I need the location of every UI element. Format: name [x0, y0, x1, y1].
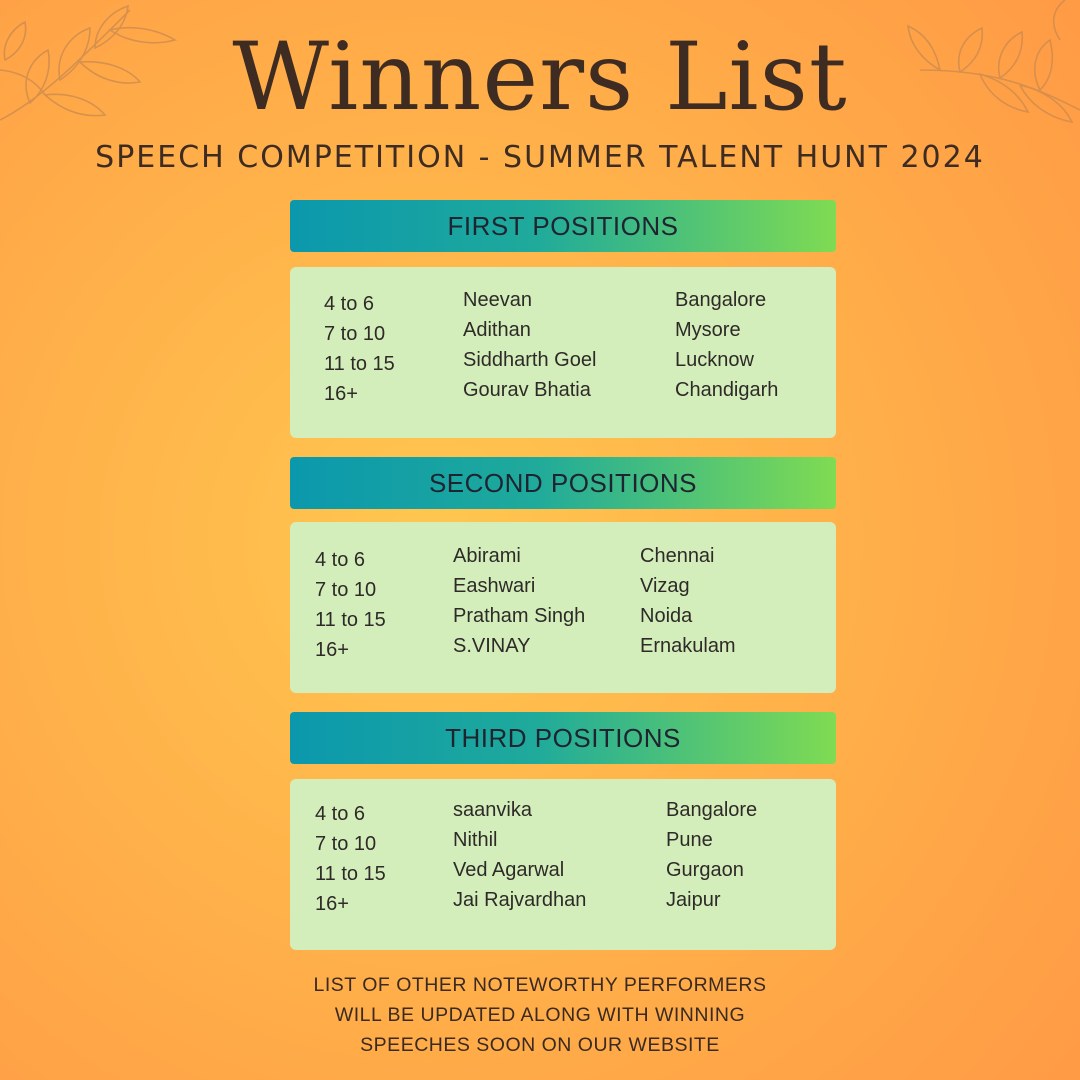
- first-positions-header: FIRST POSITIONS: [290, 200, 836, 252]
- winner-city: Ernakulam: [640, 635, 736, 657]
- second-positions-header: SECOND POSITIONS: [290, 457, 836, 509]
- winner-name: Jai Rajvardhan: [453, 889, 587, 911]
- second-positions-card: [290, 522, 836, 693]
- winner-city-column: [640, 541, 736, 661]
- winner-name: Ved Agarwal: [453, 859, 565, 881]
- winner-city: Vizag: [640, 575, 690, 597]
- age-group: 7 to 10: [315, 579, 377, 601]
- winner-name: Nithil: [453, 829, 498, 851]
- third-positions-card: [290, 779, 836, 950]
- age-group: 4 to 6: [315, 803, 366, 825]
- winner-name-column: [453, 541, 585, 661]
- winner-city-column: [666, 795, 757, 915]
- winner-name: Abirami: [453, 545, 521, 567]
- winner-name: S.VINAY: [453, 635, 531, 657]
- winner-city-column: [675, 285, 778, 405]
- winner-city: Bangalore: [675, 289, 767, 311]
- age-group: 4 to 6: [315, 549, 366, 571]
- winner-city: Noida: [640, 605, 693, 627]
- age-group-column: [324, 289, 395, 409]
- winner-name: saanvika: [453, 799, 532, 821]
- age-group-column: [315, 799, 386, 919]
- winner-name-column: [453, 795, 586, 915]
- winner-city: Bangalore: [666, 799, 758, 821]
- age-group: 11 to 15: [315, 609, 386, 631]
- footer-note: [0, 970, 1080, 1060]
- winner-name: Pratham Singh: [453, 605, 586, 627]
- footer-line: SPEECHES SOON ON OUR WEBSITE: [360, 1034, 720, 1056]
- winner-city: Jaipur: [666, 889, 721, 911]
- winner-city: Lucknow: [675, 349, 754, 371]
- winner-name-column: [463, 285, 596, 405]
- age-group: 11 to 15: [315, 863, 386, 885]
- winner-city: Pune: [666, 829, 713, 851]
- third-positions-header: THIRD POSITIONS: [290, 712, 836, 764]
- age-group: 16+: [315, 639, 349, 661]
- age-group: 11 to 15: [324, 353, 395, 375]
- winner-city: Mysore: [675, 319, 741, 341]
- age-group: 4 to 6: [324, 293, 375, 315]
- age-group: 7 to 10: [315, 833, 377, 855]
- age-group: 16+: [315, 893, 349, 915]
- age-group: 16+: [324, 383, 358, 405]
- winner-city: Gurgaon: [666, 859, 744, 881]
- winner-name: Siddharth Goel: [463, 349, 597, 371]
- winner-name: Neevan: [463, 289, 532, 311]
- age-group: 7 to 10: [324, 323, 386, 345]
- footer-line: WILL BE UPDATED ALONG WITH WINNING: [334, 1004, 746, 1026]
- page-subtitle: SPEECH COMPETITION - SUMMER TALENT HUNT 2024: [95, 140, 985, 175]
- winner-name: Eashwari: [453, 575, 536, 597]
- first-positions-card: [290, 267, 836, 438]
- winner-city: Chennai: [640, 545, 715, 567]
- page-title: Winners List: [232, 23, 848, 132]
- winner-name: Adithan: [463, 319, 531, 341]
- winner-name: Gourav Bhatia: [463, 379, 591, 401]
- winner-city: Chandigarh: [675, 379, 779, 401]
- footer-line: LIST OF OTHER NOTEWORTHY PERFORMERS: [313, 974, 767, 996]
- age-group-column: [315, 545, 386, 665]
